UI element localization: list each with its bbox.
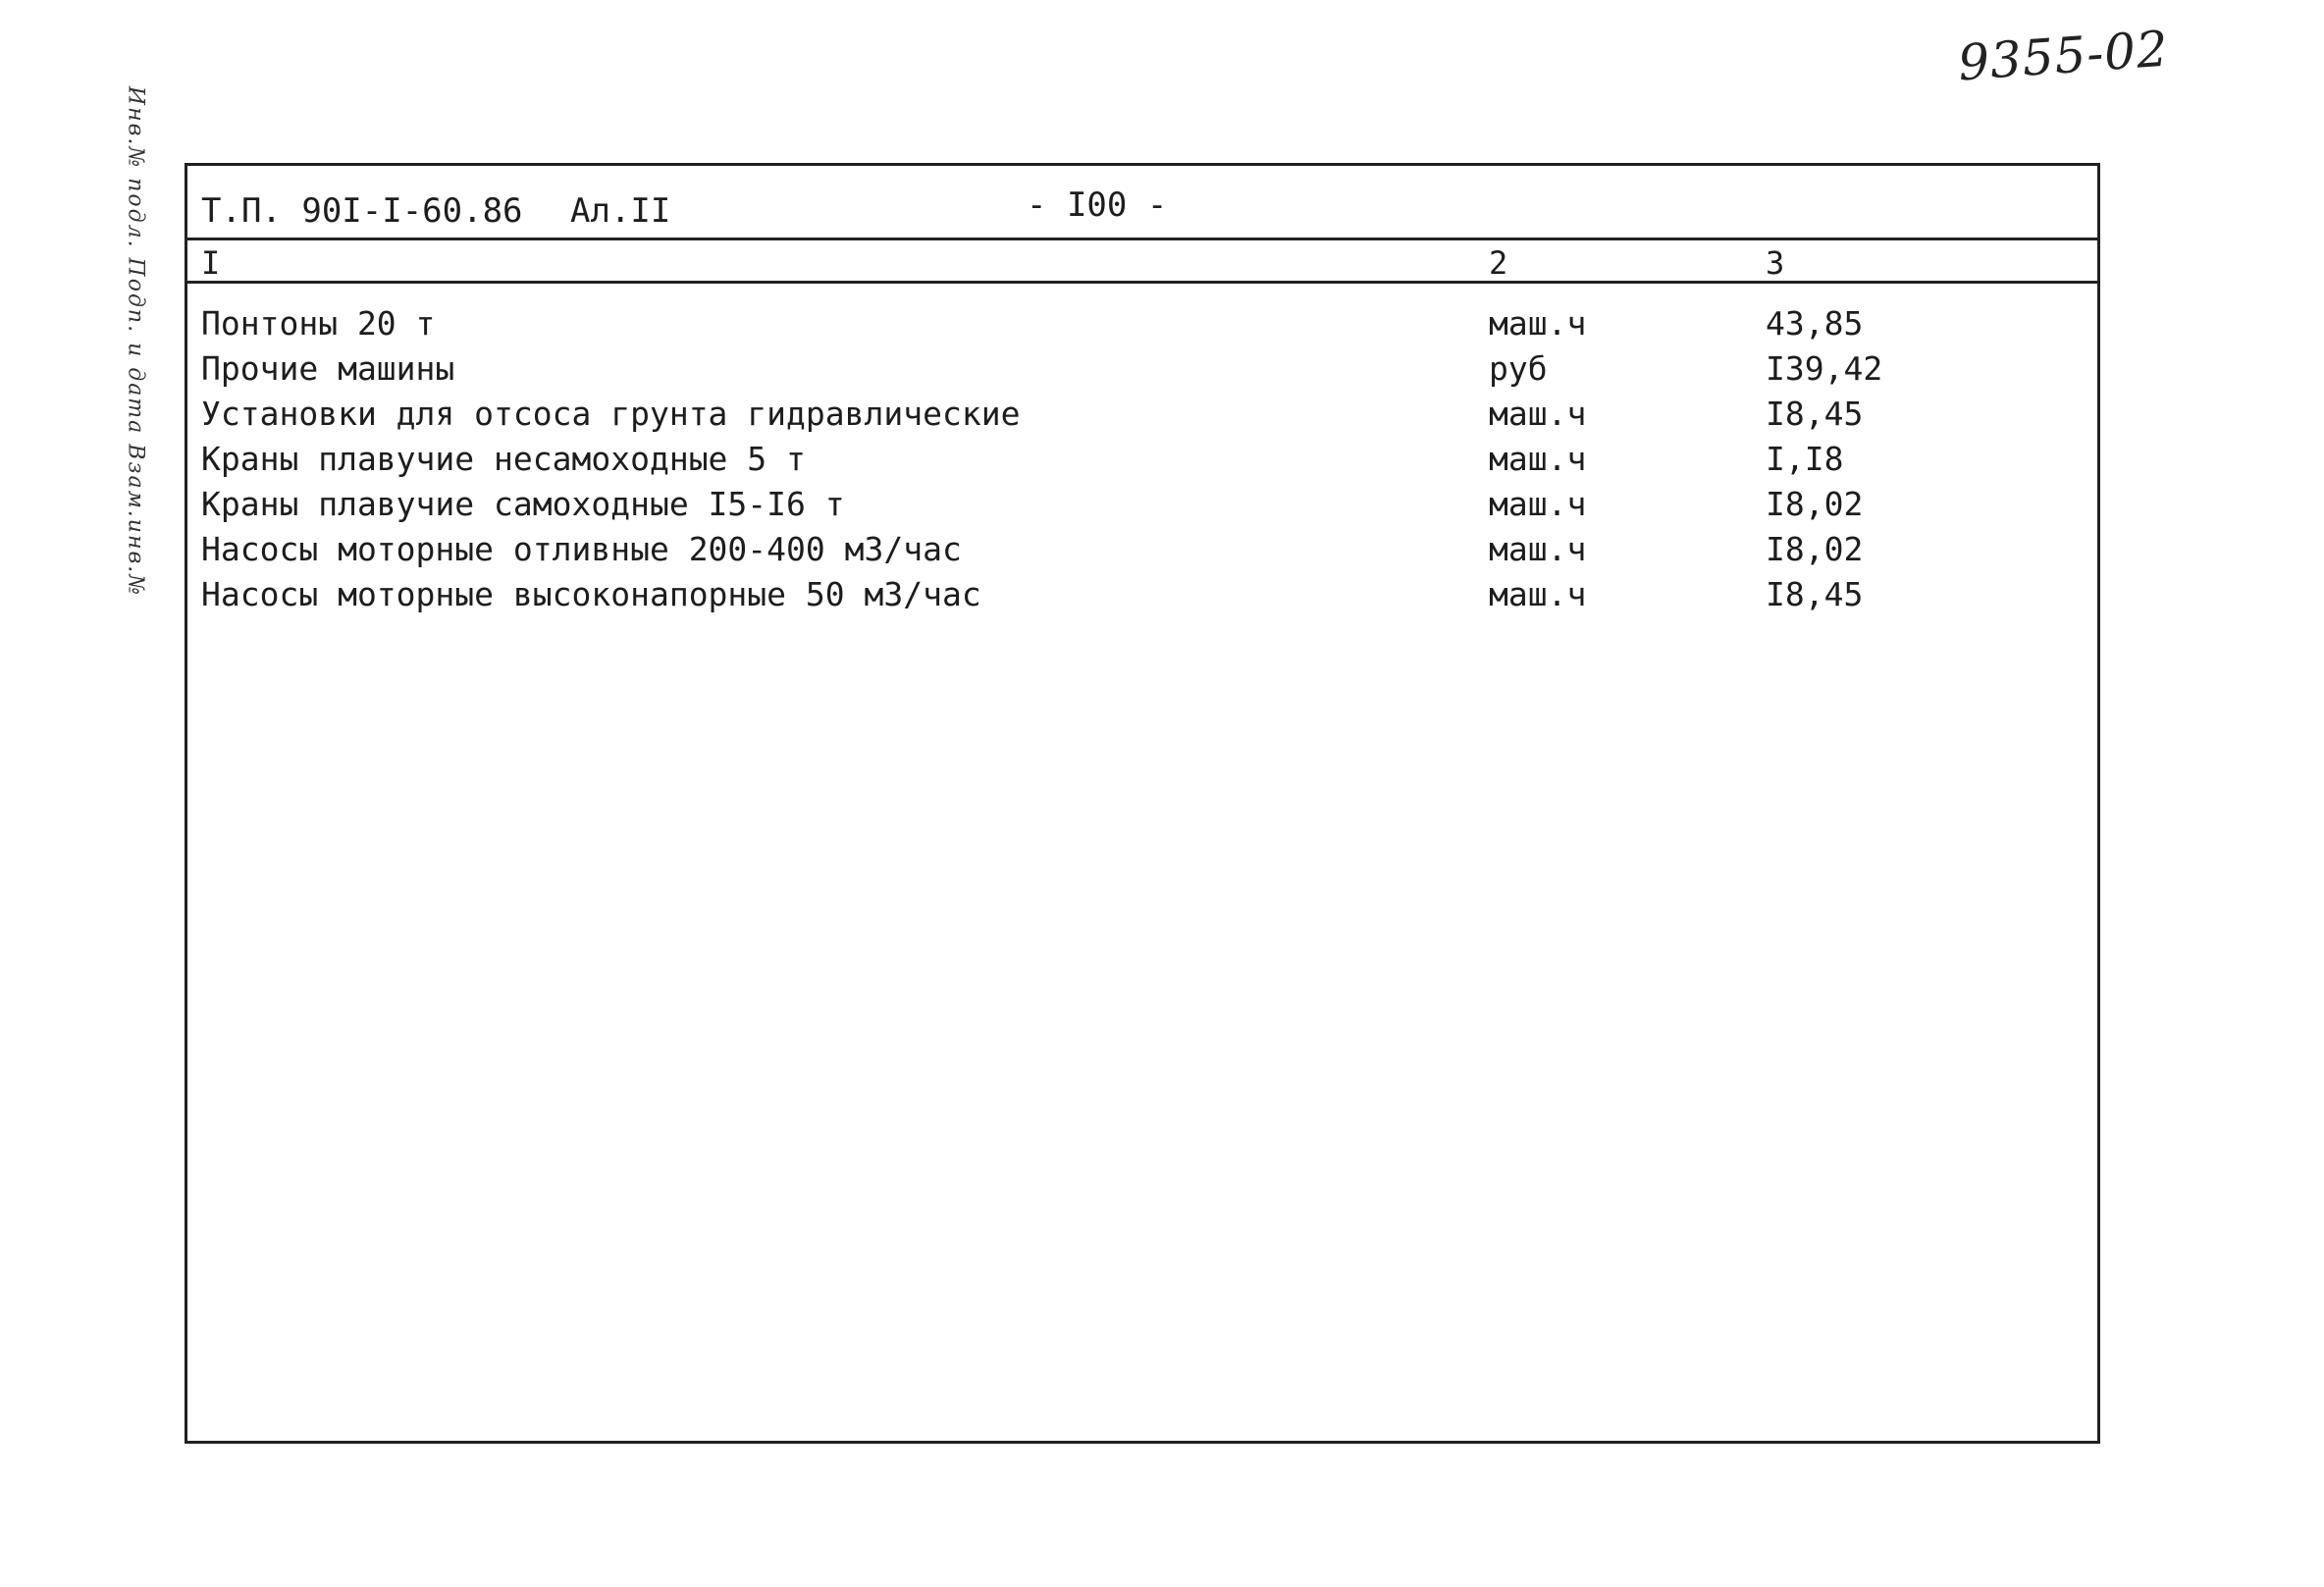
archive-number: 9355-02 xyxy=(1956,20,2171,92)
row-name: Насосы моторные высоконапорные 50 м3/час xyxy=(201,575,981,613)
row-value: I39,42 xyxy=(1766,349,1883,388)
row-unit: маш.ч xyxy=(1489,395,1587,433)
row-name: Краны плавучие самоходные I5-I6 т xyxy=(201,485,845,523)
row-unit: маш.ч xyxy=(1489,575,1587,613)
row-value: I,I8 xyxy=(1766,440,1844,478)
row-name: Насосы моторные отливные 200-400 м3/час xyxy=(201,530,962,568)
column-header-2: 2 xyxy=(1489,244,1508,282)
table-row xyxy=(187,437,2097,482)
row-unit: маш.ч xyxy=(1489,440,1587,478)
table-row xyxy=(187,572,2097,617)
row-value: I8,45 xyxy=(1766,575,1864,613)
page-number: - I00 - xyxy=(1027,185,1168,225)
table-row xyxy=(187,346,2097,392)
table-body xyxy=(187,301,2097,617)
doc-code: Т.П. 90I-I-60.86 xyxy=(201,191,523,231)
row-value: 43,85 xyxy=(1766,304,1864,343)
column-header-1: I xyxy=(201,244,221,282)
table-row xyxy=(187,482,2097,527)
table-row xyxy=(187,392,2097,437)
row-value: I8,02 xyxy=(1766,485,1864,523)
row-value: I8,45 xyxy=(1766,395,1864,433)
row-unit: маш.ч xyxy=(1489,485,1587,523)
album-label: Ал.II xyxy=(570,191,671,231)
row-unit: маш.ч xyxy=(1489,304,1587,343)
row-name: Понтоны 20 т xyxy=(201,304,436,343)
row-name: Установки для отсоса грунта гидравлические xyxy=(201,395,1021,433)
row-unit: маш.ч xyxy=(1489,530,1587,568)
row-unit: руб xyxy=(1489,349,1548,388)
document-header xyxy=(187,166,2097,240)
table-row xyxy=(187,301,2097,346)
table-header xyxy=(187,240,2097,284)
side-stamp-text: Инв.№ подл. Подп. и дата Взам.инв.№ xyxy=(123,85,148,598)
document-sheet xyxy=(185,163,2100,1444)
table-row xyxy=(187,527,2097,572)
column-header-3: 3 xyxy=(1766,244,1785,282)
row-value: I8,02 xyxy=(1766,530,1864,568)
side-stamp xyxy=(116,85,155,598)
row-name: Прочие машины xyxy=(201,349,455,388)
row-name: Краны плавучие несамоходные 5 т xyxy=(201,440,806,478)
